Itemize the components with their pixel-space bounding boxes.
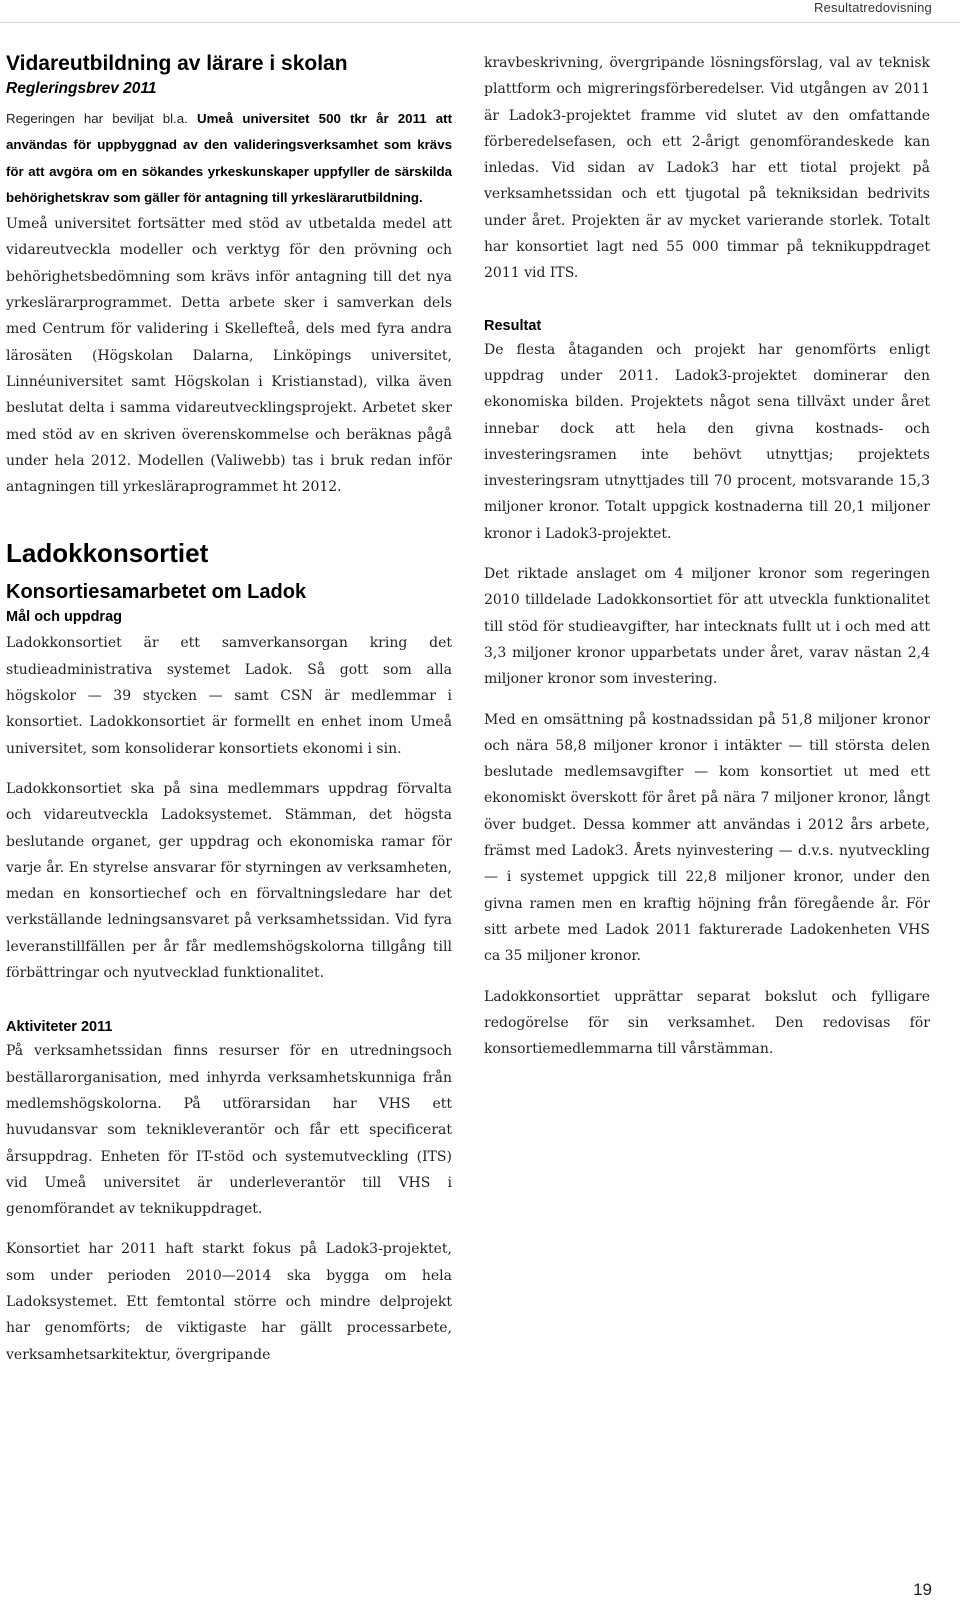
body-paragraph-omsattning: Med en omsättning på kostnadssidan på 51,8 miljoner kronor och nära 58,8 miljoner kronor i intäkter — till största delen beslutade medlemsavgifter — kom konsortiet ut med ett ekonomiskt överskott för året på nära 7 miljoner kronor, långt över budget. Dessa kommer att användas i 2012 års arbete, främst med Ladok3. Årets nyinvestering — d.v.s. nyutveckling — i systemet uppgick till 22,8 miljoner kronor, under den givna ramen men en kraftig höjning från föregående år. För sitt arbete med Ladok 2011 fakturerade Ladokenheten VHS ca 35 miljoner kronor. bbox=[484, 711, 930, 965]
body-paragraph-verksamhetssidan: På verksamhetssidan finns resurser för en utredningsoch beställarorganisation, med inhyrda verksamhetskunniga från medlemshögskolorna. På utförarsidan har VHS ett huvudansvar som teknikleverantör och får ett specificerat årsuppdrag. Enheten för IT-stöd och systemutveckling (ITS) vid Umeå universitet är underleverantör till VHS i genomförandet av teknikuppdraget. bbox=[6, 1043, 452, 1218]
subheading-resultat: Resultat bbox=[484, 317, 542, 334]
body-paragraph-kravbeskrivning: kravbeskrivning, övergripande lösningsförslag, val av teknisk plattform och migreringsförberedelser. Vid utgången av 2011 är Ladok3-projektet framme vid slutet av den omfattande förberedelsefasen, och ett 2-årigt genomförandeskede kan inledas. Vid sidan av Ladok3 har ett tiotal projekt på verksamhetssidan och ett tjugotal på tekniksidan bedrivits under året. Projekten är av mycket varierande storlek. Totalt har konsortiet lagt ned 55 000 timmar på teknikuppdraget 2011 vid ITS. bbox=[484, 55, 930, 282]
body-paragraph-forvalta: Ladokkonsortiet ska på sina medlemmars uppdrag förvalta och vidareutveckla Ladoksystemet. Stämman, det högsta beslutande organet, ger uppdrag och ekonomiska ramar för varje år. En styrelse ansvarar för styrningen av verksamheten, medan en konsortiechef och en förvaltningsledare har det verkställande ledningsansvaret på verksamhetssidan. Vid fyra leveranstillfällen per år får medlemshögskolorna tillgång till förbättringar och nyutvecklad funktionalitet. bbox=[6, 780, 452, 982]
subheading-aktiviteter-2011: Aktiviteter 2011 bbox=[6, 1019, 113, 1036]
subheading-mal-och-uppdrag: Mål och uppdrag bbox=[6, 609, 122, 626]
header-divider bbox=[0, 22, 960, 23]
left-column bbox=[6, 50, 452, 1368]
body-paragraph-bokslut: Ladokkonsortiet upprättar separat bokslut och fylligare redogörelse för sin verksamhet. Den redovisas för konsortiemedlemmarna till vårstämman. bbox=[484, 988, 930, 1058]
intro-bold-text: Umeå universitet 500 tkr år 2011 att användas för uppbyggnad av den valideringsverksamhet som krävs för att avgöra om en sökandes yrkeskunskaper uppfyller de särskilda behörighetskrav som gäller för antagning till yrkeslärarutbildning. bbox=[6, 111, 453, 205]
section-subtitle-regleringsbrev: Regleringsbrev 2011 bbox=[6, 80, 157, 97]
body-paragraph-samverkansorgan: Ladokkonsortiet är ett samverkansorgan kring det studieadministrativa systemet Ladok. Så gott som alla högskolor — 39 stycken — samt CSN är medlemmar i konsortiet. Ladokkonsortiet är formellt en enhet inom Umeå universitet, som konsoliderar konsortiets ekonomi i sin. bbox=[6, 635, 452, 757]
section-heading-ladokkonsortiet: Ladokkonsortiet bbox=[6, 538, 209, 569]
page-number: 19 bbox=[913, 1580, 932, 1599]
right-column bbox=[484, 50, 930, 1062]
body-paragraph-validering: Umeå universitet fortsätter med stöd av utbetalda medel att vidareutveckla modeller och verktyg för den prövning och behörighetsbedömning som krävs inför antagning till det nya yrkeslärarprogrammet. Detta arbete sker i samverkan dels med Centrum för validering i Skellefteå, dels med fyra andra lärosäten (Högskolan Dalarna, Linköpings universitet, Linnéuniversitet samt Högskolan i Kristianstad), vilka även beslutat delta i samma vidareutvecklingsprojekt. Arbetet sker med stöd av en skriven överenskommelse och beräknas pågå under hela 2012. Modellen (Valiwebb) tas i bruk redan inför antagningen till yrkesläraprogrammet ht 2012. bbox=[6, 216, 452, 496]
running-head: Resultatredovisning bbox=[814, 0, 932, 15]
intro-plain-text: Regeringen har beviljat bl.a. bbox=[6, 111, 188, 126]
subheading-konsortiesamarbetet: Konsortiesamarbetet om Ladok bbox=[6, 581, 307, 604]
intro-paragraph bbox=[6, 106, 452, 211]
body-paragraph-ladok3-fokus: Konsortiet har 2011 haft starkt fokus på Ladok3-projektet, som under perioden 2010—2014 ska bygga om hela Ladoksystemet. Ett femtontal större och mindre delprojekt har genomförts; de viktigaste har gällt processarbete, verksamhetsarkitektur, övergripande bbox=[6, 1241, 452, 1363]
body-paragraph-ataganden: De flesta åtaganden och projekt har genomförts enligt uppdrag under 2011. Ladok3-projektet dominerar den ekonomiska bilden. Projektets något sena tillväxt under året innebar dock att hela den givna kostnads- och investeringsramen inte behövt utnyttjas; projektets investeringsram utnyttjades till 70 procent, motsvarande 15,3 miljoner kronor. Totalt uppgick kostnaderna till 20,1 miljoner kronor i Ladok3-projektet. bbox=[484, 341, 930, 542]
section-title-vidareutbildning: Vidareutbildning av lärare i skolan bbox=[6, 52, 348, 75]
body-paragraph-anslag: Det riktade anslaget om 4 miljoner kronor som regeringen 2010 tilldelade Ladokkonsortiet för att utveckla funktionalitet till stöd för studieavgifter, har intecknats fullt ut i och med att 3,3 miljoner kronor upparbetats under året, varav nästan 2,4 miljoner kronor som investering. bbox=[484, 566, 930, 688]
